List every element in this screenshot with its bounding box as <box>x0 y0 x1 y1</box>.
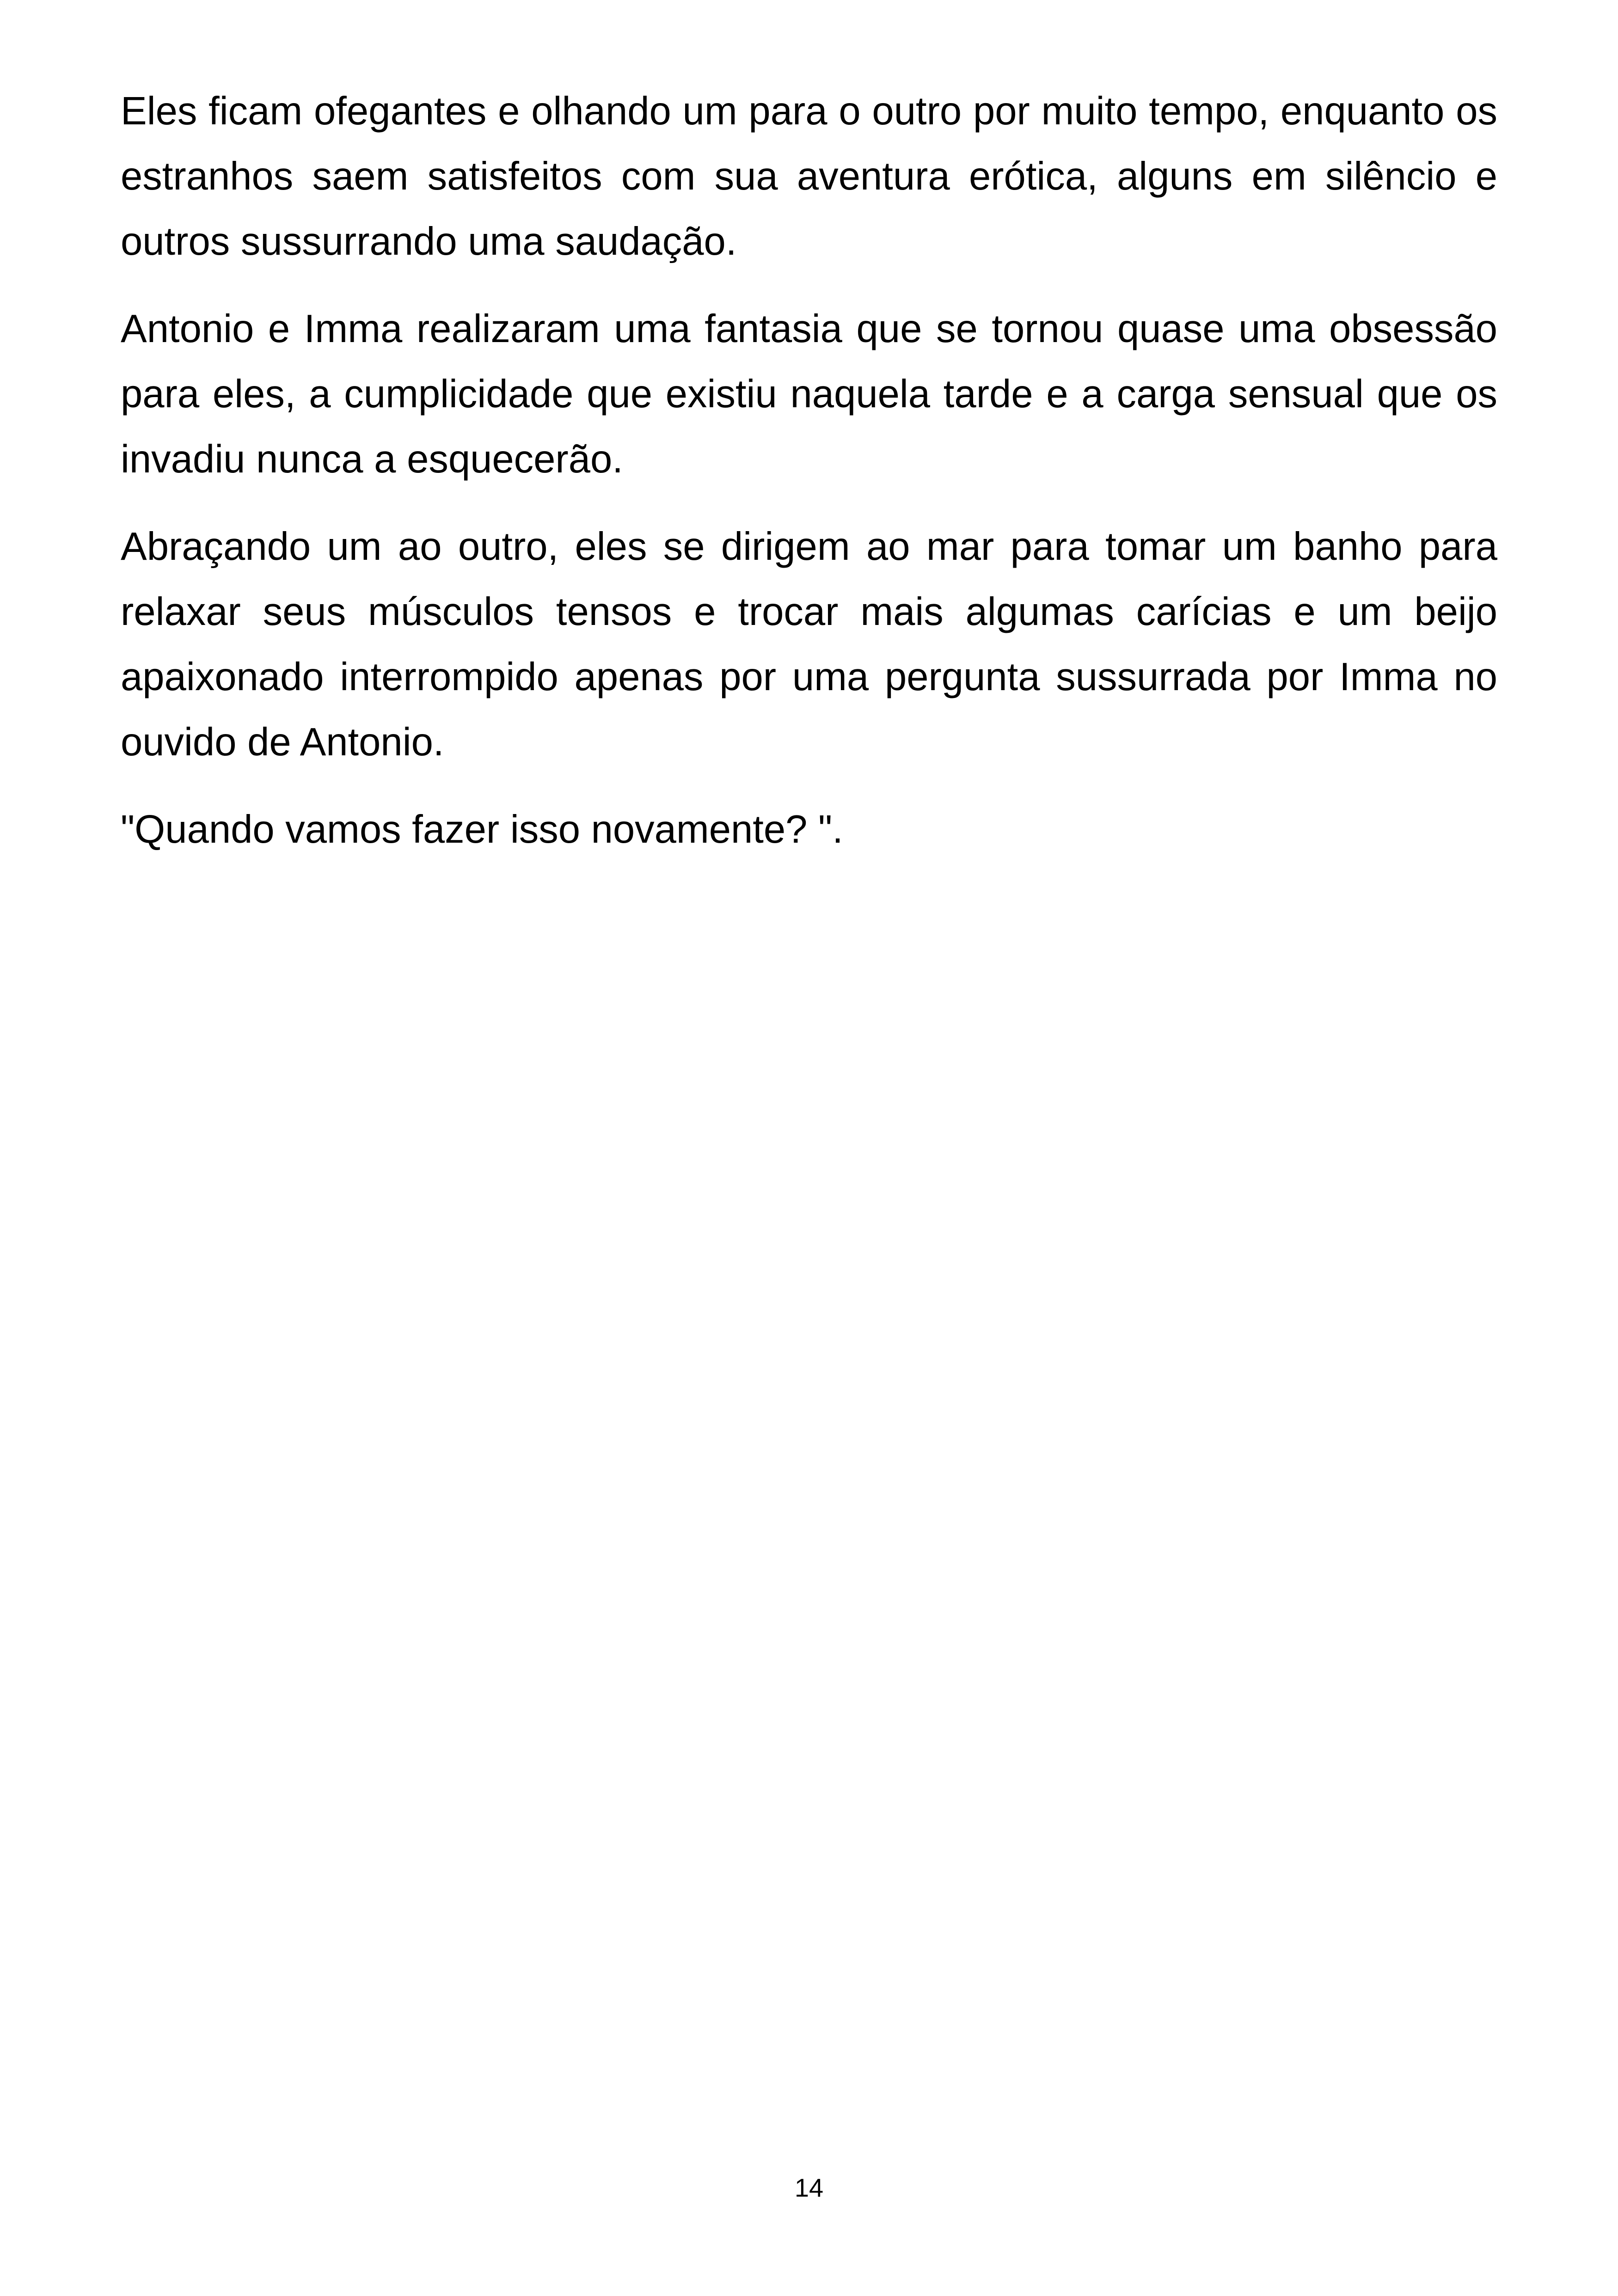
paragraph-3: Abraçando um ao outro, eles se dirigem ao mar para tomar um banho para relaxar seus músculos tensos e trocar mais algumas carícias e um beijo apaixonado interrompido apenas por uma pergunta sussurrada por Imma no ouvido de Antonio. <box>121 525 1497 764</box>
paragraph-2: Antonio e Imma realizaram uma fantasia que se tornou quase uma obsessão para eles, a cumplicidade que existiu naquela tarde e a carga sensual que os invadiu nunca a esquecerão. <box>121 307 1497 481</box>
body-text <box>121 79 1497 884</box>
page-number: 14 <box>794 2173 824 2202</box>
paragraph-1: Eles ficam ofegantes e olhando um para o outro por muito tempo, enquanto os estranhos saem satisfeitos com sua aventura erótica, alguns em silêncio e outros sussurrando uma saudação. <box>121 89 1497 263</box>
paragraph-4: "Quando vamos fazer isso novamente? ". <box>121 808 843 851</box>
